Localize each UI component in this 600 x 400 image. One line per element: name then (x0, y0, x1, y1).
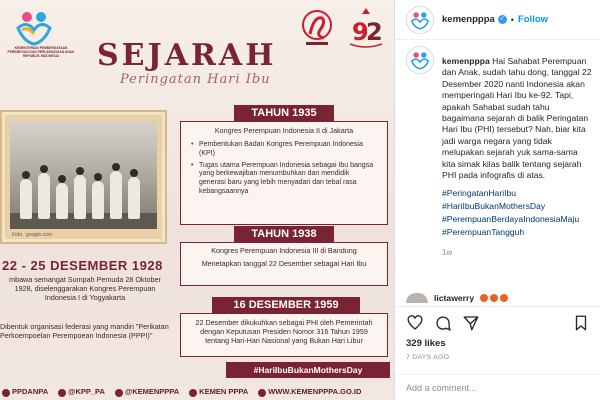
share-icon[interactable] (462, 314, 480, 332)
action-bar (396, 306, 600, 338)
box-1938 (180, 242, 388, 286)
box-1959 (180, 313, 388, 357)
caption-text: Hai Sahabat Perempuan dan Anak, sudah tahu dong, tanggal 22 Desember 2020 nanti Indonesia akan memperingati Hari Ibu ke-92. Tapi, apakah Sahabat sudah tahu bagaimana sejarah di balik Peringatan Hari Ibu (PHI) tersebut? Nah, biar kita jadi warga negara yang tidak melupakan sejarah yuk sama-sama kita simak kilas balik tentang sejarah PHI pada infografis di atas. (442, 56, 592, 181)
historical-photo (10, 121, 157, 229)
globe-icon (258, 389, 266, 397)
avatar[interactable] (406, 6, 434, 34)
hashtag-banner: #HariIbuBukanMothersDay (226, 362, 390, 378)
hari-ibu-logo-icon (300, 8, 334, 50)
post-timestamp[interactable]: 7 DAYS AGO (406, 354, 450, 361)
photo-caption: Foto : google.com (12, 232, 53, 238)
svg-text:9: 9 (352, 18, 369, 46)
comment-input[interactable] (406, 383, 590, 393)
youtube-icon (189, 389, 197, 397)
caption-area (396, 46, 600, 296)
kemenpppa-logo-icon (14, 8, 54, 48)
heading-1928: 22 - 25 DESEMBER 1928 (2, 258, 163, 273)
bullets-1935 (191, 141, 377, 197)
hashtag-link[interactable]: #PerempuanTangguh (442, 227, 525, 238)
infographic-subtitle: Peringatan Hari Ibu (120, 72, 271, 87)
bullet-1935-2: • Tugas utama Perempuan Indonesia sebagai Ibu bangsa yang berkewajiban menumbuhkan dan mendidik generasi baru yang lebih menyadari dan tebal rasa kebangsaannya (191, 162, 377, 197)
footer-item: PPDANPA (2, 387, 48, 396)
footer-item: WWW.KEMENPPPA.GO.ID (258, 387, 361, 396)
historical-photo-frame (2, 112, 165, 242)
hashtag-link[interactable]: #PeringatanHariIbu (442, 188, 517, 199)
svg-text:2: 2 (366, 18, 383, 46)
comment-box (396, 374, 600, 400)
bullet-1938: Menetapkan tanggal 22 Desember sebagai Hari Ibu (201, 259, 367, 268)
comment-username[interactable]: lictawerry (434, 293, 475, 303)
infographic-footer (0, 384, 395, 400)
likes-count[interactable]: 329 likes (406, 338, 446, 349)
follow-button[interactable]: Follow (517, 14, 549, 25)
comment-avatar[interactable] (406, 293, 428, 303)
fire-emoji-icon (490, 294, 498, 302)
twitter-icon (58, 389, 66, 397)
post-side-panel (396, 0, 600, 400)
text-1959: 22 Desember dikukuhkan sebagai PHI oleh Pemerintah dengan Keputusan Presiden Nomor 316 Tahun 1959 tentang Hari-Hari Nasional yang Bukan Hari Libur (195, 318, 373, 345)
heading-1938: TAHUN 1938 (234, 226, 334, 242)
logo-text: KEMENTERIAN PEMBERDAYAAN PEREMPUAN DAN PERLINDUNGAN ANAK REPUBLIK INDONESIA (7, 46, 75, 59)
verified-badge-icon: ✓ (499, 16, 505, 22)
footer-item: KEMEN PPPA (189, 387, 248, 396)
footer-item: @KEMENPPPA (115, 387, 179, 396)
comment-icon[interactable] (434, 314, 452, 332)
caption-username[interactable]: kemenpppa (442, 56, 490, 66)
hashtag-link[interactable]: #HariIbuBukanMothersDay (442, 201, 546, 212)
post-header (396, 0, 600, 40)
infographic-title: SEJARAH (97, 38, 277, 73)
header-username[interactable]: kemenpppa (442, 14, 495, 25)
heart-icon[interactable] (406, 314, 424, 332)
footer-item: @KPP_PA (58, 387, 105, 396)
intro-1938: Kongres Perempuan Indonesia III di Bandung (211, 246, 357, 255)
bullet-1928: Dibentuk organisasi federasi yang mandiri "Perikatan Perkoempoelan Perempoean Indonesia (PPPI)" (0, 322, 169, 340)
instagram-icon (115, 389, 123, 397)
bookmark-icon[interactable] (572, 314, 590, 332)
heading-1935: TAHUN 1935 (234, 105, 334, 121)
box-1935 (180, 121, 388, 225)
fire-emoji-icon (480, 294, 488, 302)
fire-emoji-icon (500, 294, 508, 302)
bullet-1935-1: • Pembentukan Badan Kongres Perempuan Indonesia (KPI) (191, 141, 377, 159)
kemenpppa-avatar-icon (409, 9, 431, 31)
heading-1959: 16 DESEMBER 1959 (212, 297, 360, 313)
social-icon (2, 389, 10, 397)
kemenpppa-avatar-icon (409, 49, 431, 71)
caption-body (442, 56, 592, 259)
comment-preview (406, 293, 508, 303)
caption-avatar[interactable] (406, 46, 434, 74)
text-1928: mbawa semangat Sumpah Pemuda 28 Oktober 1928, diselenggarakan Kongres Perempuan Indonesia I di Yogyakarta (9, 275, 161, 302)
ke92-logo-icon (346, 6, 386, 52)
dot-separator: • (510, 14, 514, 25)
intro-1935: Kongres Perempuan Indonesia II di Jakarta (214, 126, 354, 135)
caption-age: 1w (442, 248, 453, 258)
hashtag-link[interactable]: #PerempuanBerdayaIndonesiaMaju (442, 214, 580, 225)
